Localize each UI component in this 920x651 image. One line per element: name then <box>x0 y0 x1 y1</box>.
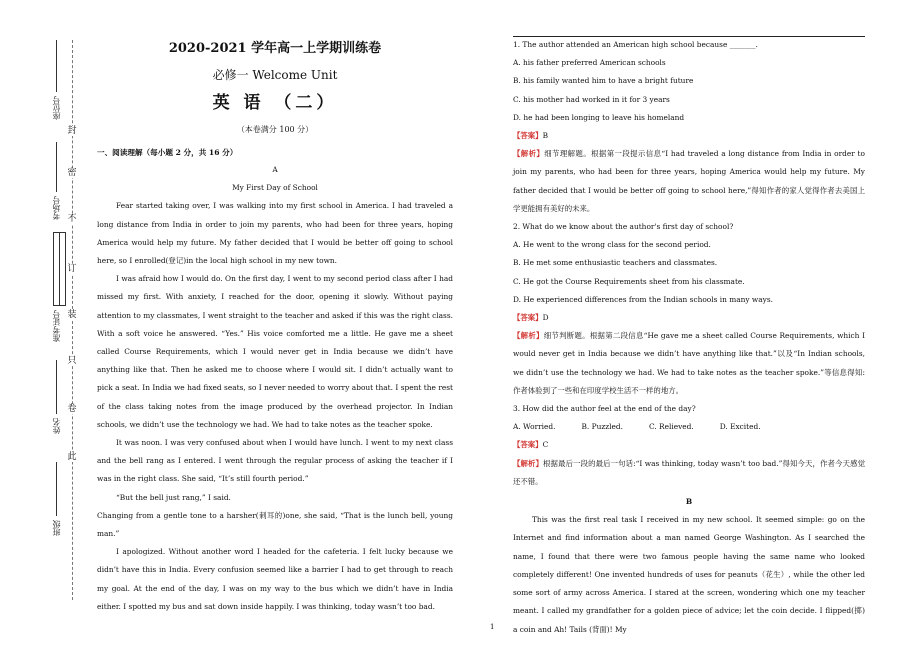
passage-b-letter: B <box>685 497 693 507</box>
option: A. Worried. <box>513 422 556 432</box>
answer-value: D <box>542 313 549 323</box>
option: A. He went to the wrong class for the second period. <box>513 240 711 250</box>
binding-char: 密 <box>63 168 81 178</box>
exam-subtitle: 必修一 Welcome Unit <box>212 68 338 82</box>
option: D. he had been longing to leave his homeland <box>513 112 685 122</box>
answer-line <box>513 127 865 145</box>
answer-value: B <box>542 131 549 141</box>
answer-value: C <box>542 440 549 450</box>
analysis-tag: 【解析】 <box>513 149 545 159</box>
analysis-line <box>513 145 865 218</box>
passage-paragraph: It was noon. I was very confused about when I would have lunch. I went to my next class and the bell rang as I entered. I went through the regular process of asking the teacher if I was in the right class. She said, “It’s still fourth period.” <box>97 438 453 484</box>
analysis-tag: 【解析】 <box>513 331 544 341</box>
question-stem: 3. How did the author feel at the end of the day? <box>513 404 696 414</box>
answer-tag: 【答案】 <box>513 440 543 450</box>
exam-room-line <box>56 142 57 192</box>
analysis-line <box>513 455 865 491</box>
answer-line <box>513 309 865 327</box>
name-line <box>56 360 57 414</box>
subject-title: 英 语 （二） <box>212 93 338 113</box>
analysis-text: 细节判断题。根据第二段信息“He gave me a sheet called Course Requirements, which I would never get in India because we didn’t have anything like that.”以及“In Indian schools, we didn’t use the technology we had. We had to take notes as the teacher spoke.”等信息得知:作者体验到了一些和在印度学校生活不一样的地方。 <box>513 331 865 395</box>
passage-b-text: This was the first real task I received in my new school. It seemed simple: go on the Internet and find information about a man named George Washington. As I searched the name, I found that there were two famous people having the same name who looked completely different! One invented hundreds of uses for peanuts（花生）, while the other led some sort of army across America. I stared at the screen, wondering which one my teacher meant. I called my grandfather for a golden piece of advice; let the coin decide. I flipped(掷) a coin and Ah! Tails (背面)! My <box>513 515 865 634</box>
page-number: 1 <box>490 623 495 631</box>
question-stem: 2. What do we know about the author's first day of school? <box>513 222 734 232</box>
passage-paragraph: “But the bell just rang,” I said. <box>116 492 231 502</box>
left-column <box>97 38 453 616</box>
seat-number-line <box>56 40 57 92</box>
passage-paragraph: I was afraid how I would do. On the first day, I went to my second period class after I had missed my first. With anxiety, I reached for the door, opening it slowly. Without paying attention to my classmates, I went straight to the teacher and asked if this was the right class. With a soft voice he answered. “Yes.” His voice comforted me a little. He gave me a sheet called Course Requirements, which I would never get in India because we didn’t have anything like that. Then he asked me to choose where I would sit. I didn’t actually want to pick a seat. In India we had fixed seats, so I never needed to worry about that. I spent the rest of the class taking notes from the image produced by the overhead projector. In Indian schools, we didn’t use the technology we had. We had to take notes as the teacher spoke. <box>97 274 453 429</box>
analysis-text: 根据最后一段的最后一句话:“I was thinking, today wasn’t too bad.”得知今天，作者今天感觉还不错。 <box>513 458 865 486</box>
answer-line <box>513 436 865 454</box>
answer-tag: 【答案】 <box>513 131 543 141</box>
binding-char: 封 <box>63 126 81 136</box>
section-heading: 一、阅读理解（每小题 2 分，共 16 分） <box>97 148 238 157</box>
admission-number-boxes <box>59 232 66 306</box>
option: C. his mother had worked in it for 3 years <box>513 94 670 104</box>
seat-number-label: 座位号 <box>52 96 61 120</box>
analysis-text: 细节理解题。根据第一段提示信息“I had traveled a long distance from India in order to join my parents, who had been for three years, hoping America would help my future. My father decided that I would be better off going to school here,”得知作者的家人觉得作者去美国上学更能拥有美好的未来。 <box>513 149 865 213</box>
passage-paragraph: Changing from a gentle tone to a harsher(刺耳的)one, she said, “That is the lunch bell, young man.” <box>97 510 453 539</box>
binding-char: 只 <box>63 356 81 366</box>
option: A. his father preferred American schools <box>513 58 666 68</box>
option: B. He met some enthusiastic teachers and classmates. <box>513 258 718 268</box>
passage-paragraph: I apologized. Without another word I headed for the cafeteria. I felt lucky because we didn’t have this in India. Every confusion seemed like a barrier I had to get through to reach my goal. At the end of the day, I was on my way to the bus which we didn’t have in India either. I spotted my bus and sat down inside happily. I was thinking, today wasn’t too bad. <box>97 547 453 611</box>
score-note: （本卷满分 100 分） <box>236 125 314 134</box>
binding-char: 此 <box>63 452 81 462</box>
option: B. Puzzled. <box>581 422 623 432</box>
binding-char: 装 <box>63 310 81 320</box>
binding-char: 订 <box>63 264 81 274</box>
option: B. his family wanted him to have a bright future <box>513 76 694 86</box>
answer-tag: 【答案】 <box>513 313 543 323</box>
option: D. Excited. <box>719 422 761 432</box>
question-stem: 1. The author attended an American high school because _______. <box>513 40 758 49</box>
option: D. He experienced differences from the Indian schools in many ways. <box>513 294 773 304</box>
analysis-line <box>513 327 865 400</box>
option: C. He got the Course Requirements sheet from his classmate. <box>513 276 745 286</box>
admission-number-label: 准考证号 <box>52 310 61 342</box>
binding-char: 卷 <box>63 404 81 414</box>
right-column <box>513 36 865 639</box>
exam-title: 2020-2021 学年高一上学期训练卷 <box>168 41 382 56</box>
passage-letter: A <box>272 165 278 174</box>
class-line <box>56 462 57 516</box>
passage-paragraph: Fear started taking over, I was walking into my first school in America. I had traveled a long distance from India in order to join my parents, who had been for three years, hoping America would help my future. My father decided that I would be better off going to school here, so I enrolled(登记)in the local high school in my new town. <box>97 201 453 266</box>
name-label: 姓名 <box>52 418 61 434</box>
analysis-tag: 【解析】 <box>513 458 544 468</box>
option-row <box>513 418 865 436</box>
binding-dashed-line <box>72 40 73 600</box>
exam-room-label: 考场号 <box>52 196 61 220</box>
passage-title: My First Day of School <box>232 183 318 193</box>
class-label: 班级 <box>52 520 61 536</box>
binding-char: 不 <box>63 214 81 224</box>
option: C. Relieved. <box>648 422 694 432</box>
